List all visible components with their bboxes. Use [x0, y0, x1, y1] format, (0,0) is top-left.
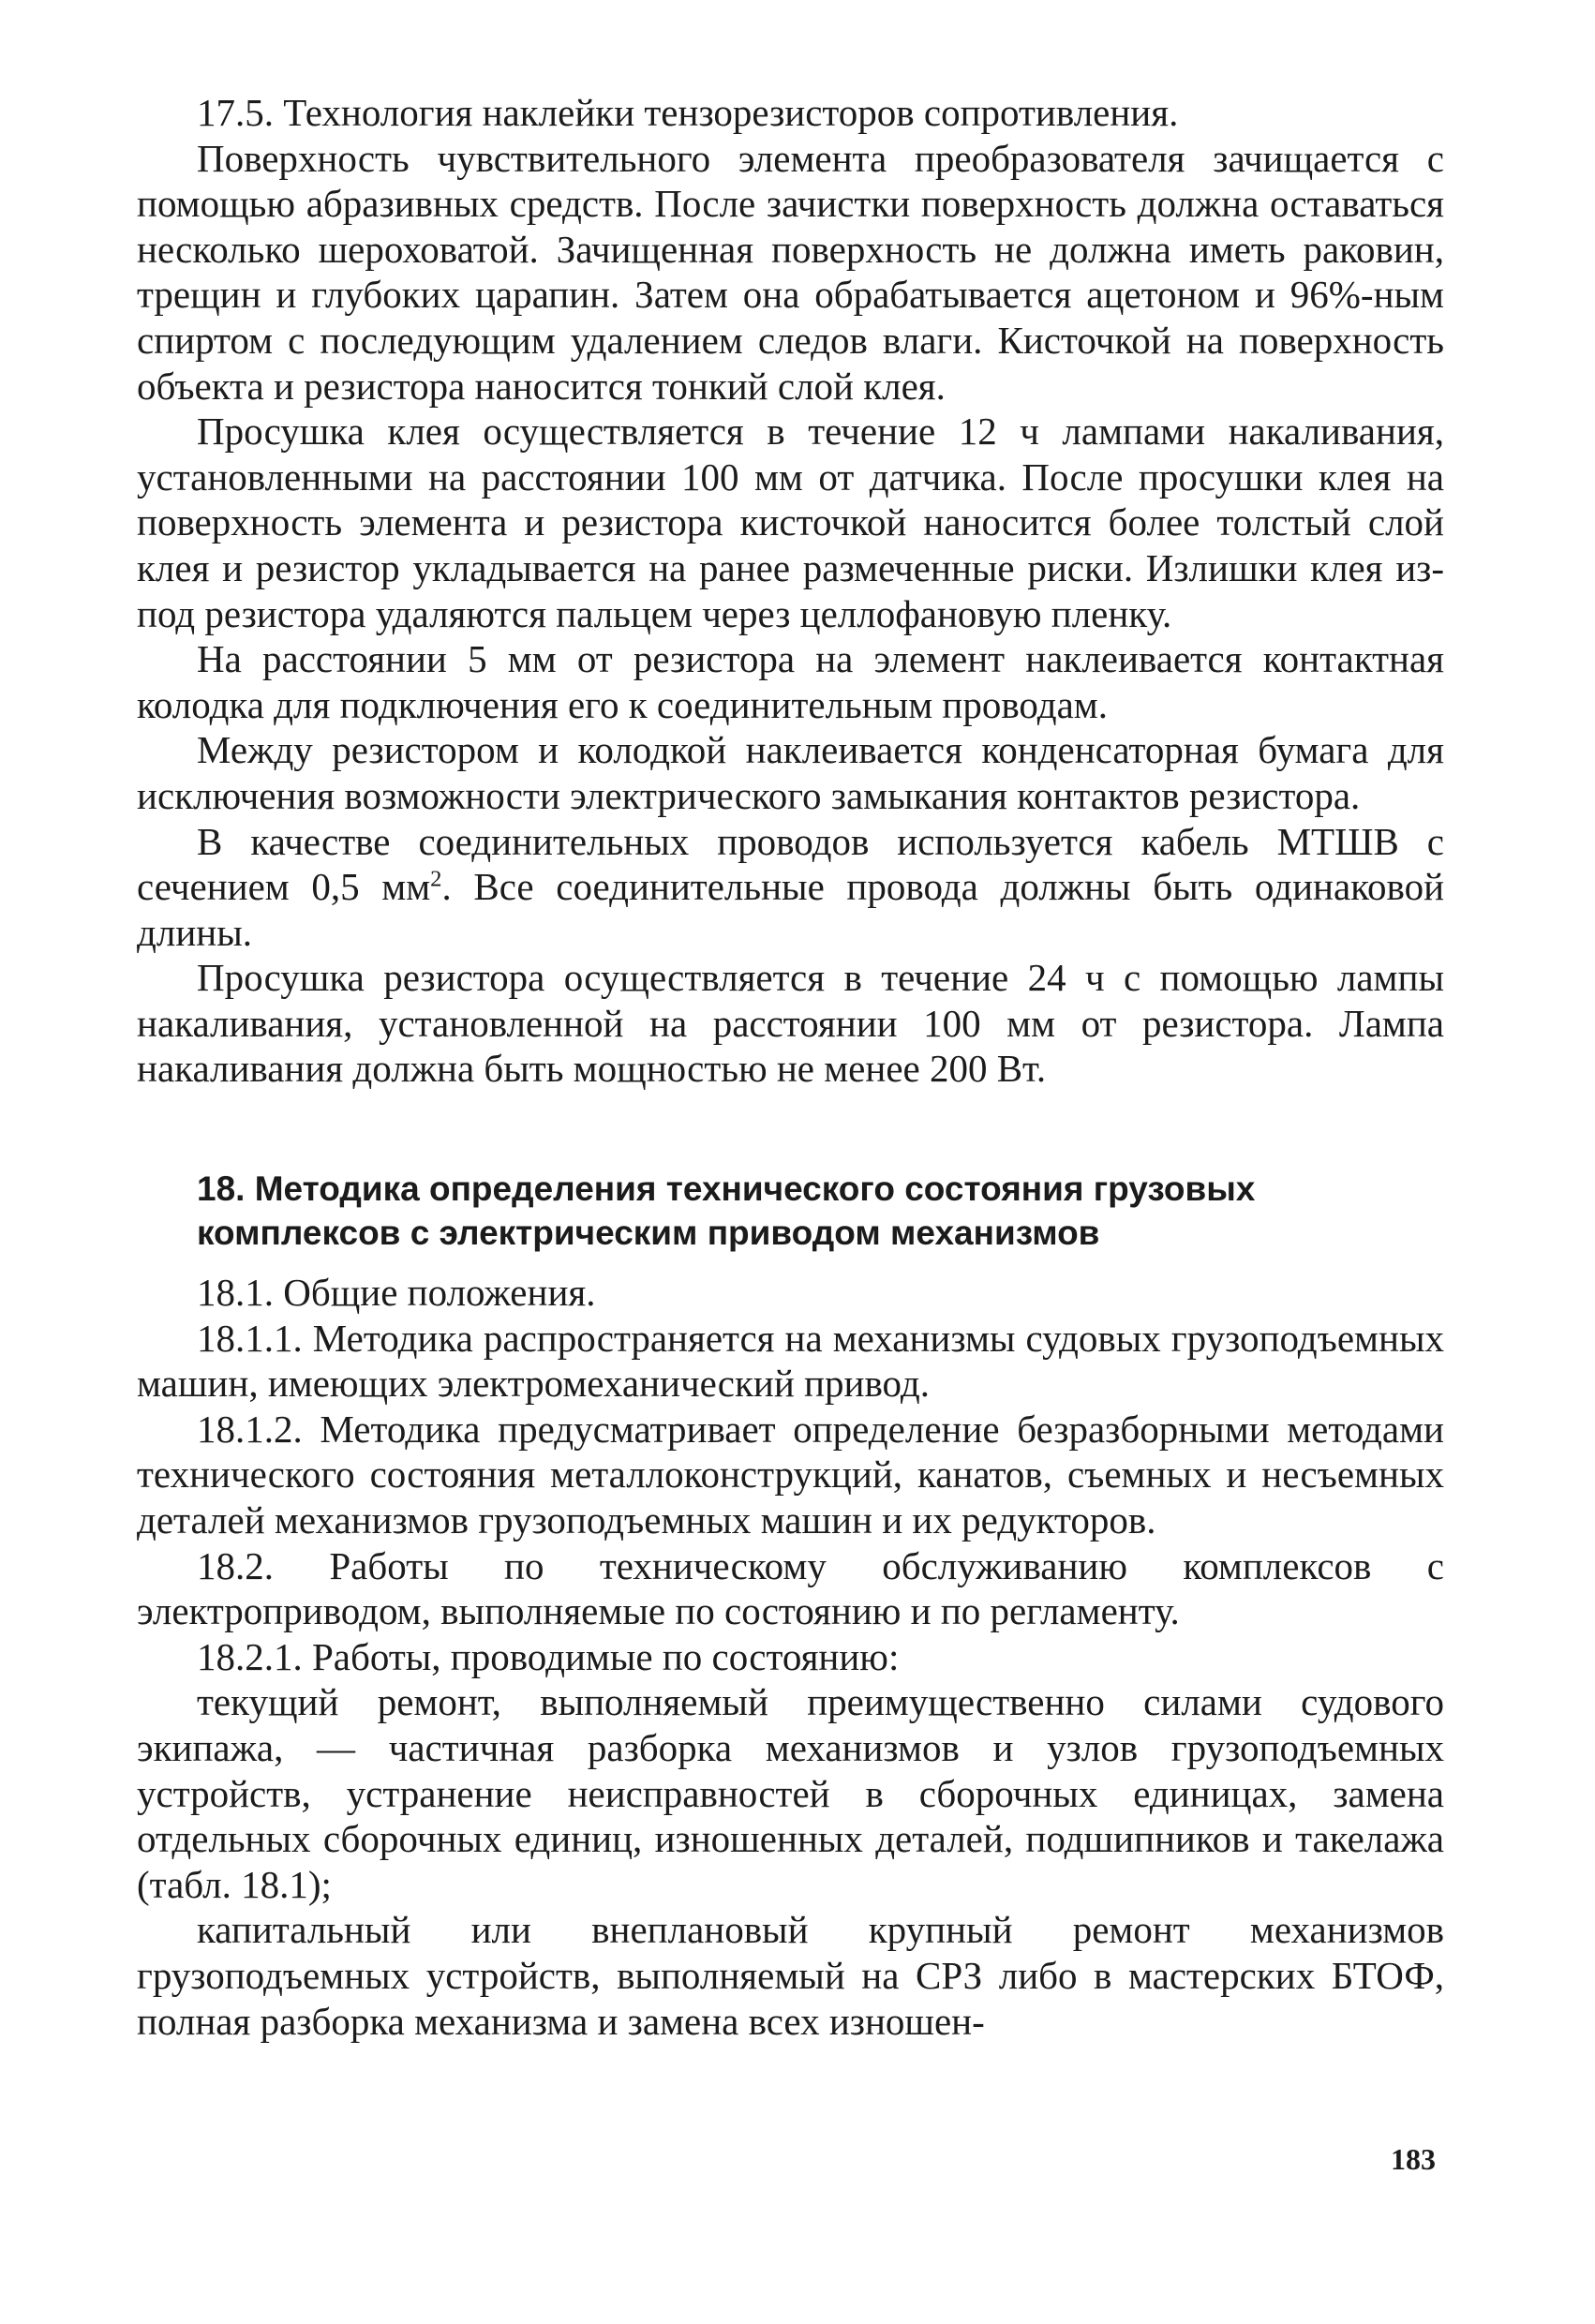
section-gap [137, 1092, 1444, 1167]
paragraph-18-1-1: 18.1.1. Методика распространяется на механизмы судовых грузоподъемных машин, имеющих электромеханический привод. [137, 1316, 1444, 1406]
section-18-heading-line-1: 18. Методика определения технического состояния грузовых [197, 1169, 1256, 1209]
section-18-heading-line-2: комплексов с электрическим приводом механизмов [197, 1214, 1100, 1253]
paragraph-capital-repair: капитальный или внеплановый крупный ремонт механизмов грузоподъемных устройств, выполняемый на СРЗ либо в мастерских БТОФ, полная разборка механизма и замена всех изношен- [137, 1908, 1444, 2043]
paragraph-current-repair: текущий ремонт, выполняемый преимущественно силами судового экипажа, — частичная разборка механизмов и узлов грузоподъемных устройств, устранение неисправностей в сборочных единицах, замена отдельных сборочных единиц, изношенных деталей, подшипников и такелажа (табл. 18.1); [137, 1680, 1444, 1906]
paragraph-connecting-wires [137, 819, 1444, 956]
section-17-5-title: 17.5. Технология наклейки тензорезисторов сопротивления. [197, 91, 1179, 134]
page-number: 183 [1391, 2142, 1436, 2176]
superscript-two: 2 [430, 866, 442, 892]
paragraph-18-1: 18.1. Общие положения. [197, 1271, 596, 1315]
paragraph-18-1-2: 18.1.2. Методика предусматривает определение безразборными методами технического состояния металлоконструкций, канатов, съемных и несъемных деталей механизмов грузоподъемных машин и их редукторов. [137, 1407, 1444, 1542]
connecting-wires-text: В качестве соединительных проводов используется кабель МТШВ с сечением 0,5 мм [137, 819, 1444, 909]
connecting-wires-text-end: . Все соединительные провода должны быть одинаковой длины. [137, 865, 1445, 954]
heading-gap [137, 1255, 1444, 1270]
paragraph-contact-pad: На расстоянии 5 мм от резистора на элемент наклеивается контактная колодка для подключения его к соединительным проводам. [137, 637, 1444, 726]
paragraph-18-2-1: 18.2.1. Работы, проводимые по состоянию: [197, 1634, 900, 1678]
paragraph-resistor-drying: Просушка резистора осуществляется в течение 24 ч с помощью лампы накаливания, установленной на расстоянии 100 мм от резистора. Лампа накаливания должна быть мощностью не менее 200 Вт. [137, 956, 1444, 1091]
paragraph-glue-drying: Просушка клея осуществляется в течение 12 ч лампами накаливания, установленными на расстоянии 100 мм от датчика. После просушки клея на поверхность элемента и резистора кисточкой наносится более толстый слой клея и резистор укладывается на ранее размеченные риски. Излишки клея из-под резистора удаляются пальцем через целлофановую пленку. [137, 410, 1444, 635]
paragraph-capacitor-paper: Между резистором и колодкой наклеивается конденсаторная бумага для исключения возможности электрического замыкания контактов резистора. [137, 728, 1444, 817]
page-body [137, 90, 1444, 2044]
paragraph-18-2: 18.2. Работы по техническому обслуживанию комплексов с электроприводом, выполняемые по состоянию и по регламенту. [137, 1543, 1444, 1633]
paragraph-surface-prep: Поверхность чувствительного элемента преобразователя зачищается с помощью абразивных средств. После зачистки поверхность должна оставаться несколько шероховатой. Зачищенная поверхность не должна иметь раковин, трещин и глубоких царапин. Затем она обрабатывается ацетоном и 96%-ным спиртом с последующим удалением следов влаги. Кисточкой на поверхность объекта и резистора наносится тонкий слой клея. [137, 136, 1444, 408]
